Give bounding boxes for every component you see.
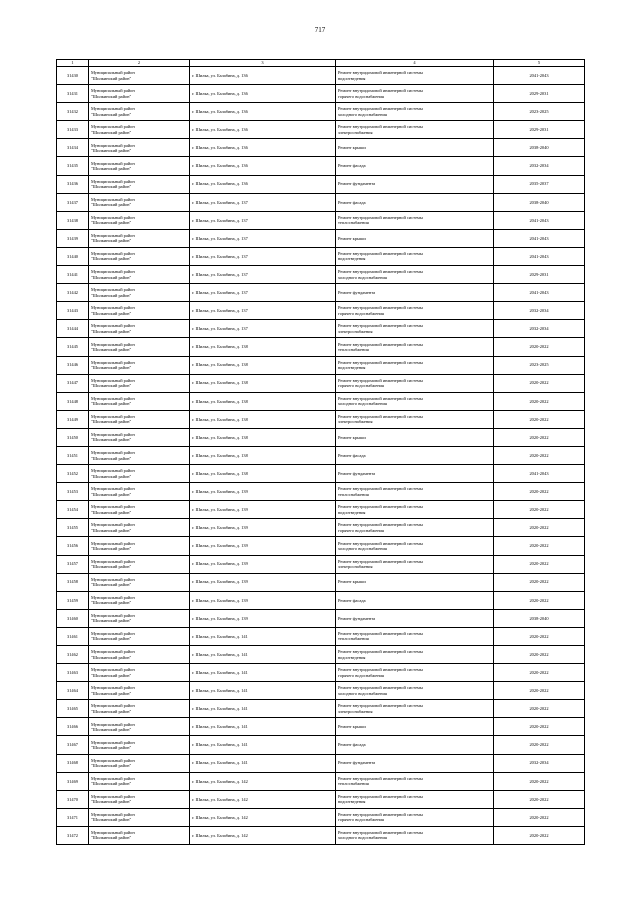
- table-body: [57, 67, 585, 845]
- row-number-cell: 31440: [57, 247, 89, 265]
- row-number-cell: 31442: [57, 284, 89, 302]
- municipality-cell: Муниципальный район "Шилкинский район": [89, 537, 190, 555]
- work-type-cell: Ремонт внутридомовой инженерной системы холодного водоснабжения: [336, 266, 494, 284]
- address-cell: г. Шилка, ул. Балабина, д. 138: [190, 356, 336, 374]
- municipality-cell: Муниципальный район "Шилкинский район": [89, 646, 190, 664]
- table-row: [57, 121, 585, 139]
- table-row: [57, 573, 585, 591]
- period-cell: 2020-2022: [494, 646, 585, 664]
- table-row: [57, 392, 585, 410]
- municipality-cell: Муниципальный район "Шилкинский район": [89, 428, 190, 446]
- work-type-cell: Ремонт внутридомовой инженерной системы электроснабжения: [336, 410, 494, 428]
- address-cell: г. Шилка, ул. Балабина, д. 136: [190, 139, 336, 157]
- address-cell: г. Шилка, ул. Балабина, д. 136: [190, 175, 336, 193]
- period-cell: 2020-2022: [494, 682, 585, 700]
- municipality-cell: Муниципальный район "Шилкинский район": [89, 772, 190, 790]
- column-header: 4: [336, 60, 494, 67]
- table-row: [57, 356, 585, 374]
- address-cell: г. Шилка, ул. Балабина, д. 141: [190, 646, 336, 664]
- address-cell: г. Шилка, ул. Балабина, д. 141: [190, 664, 336, 682]
- row-number-cell: 31469: [57, 772, 89, 790]
- table-row: [57, 501, 585, 519]
- table-row: [57, 175, 585, 193]
- municipality-cell: Муниципальный район "Шилкинский район": [89, 501, 190, 519]
- address-cell: г. Шилка, ул. Балабина, д. 139: [190, 573, 336, 591]
- row-number-cell: 31452: [57, 465, 89, 483]
- row-number-cell: 31454: [57, 501, 89, 519]
- work-type-cell: Ремонт фасада: [336, 591, 494, 609]
- work-type-cell: Ремонт внутридомовой инженерной системы холодного водоснабжения: [336, 537, 494, 555]
- row-number-cell: 31444: [57, 320, 89, 338]
- municipality-cell: Муниципальный район "Шилкинский район": [89, 826, 190, 844]
- row-number-cell: 31453: [57, 483, 89, 501]
- address-cell: г. Шилка, ул. Балабина, д. 138: [190, 465, 336, 483]
- period-cell: 2023-2025: [494, 356, 585, 374]
- table-row: [57, 211, 585, 229]
- municipality-cell: Муниципальный район "Шилкинский район": [89, 682, 190, 700]
- table-row: [57, 67, 585, 85]
- row-number-cell: 31433: [57, 121, 89, 139]
- address-cell: г. Шилка, ул. Балабина, д. 141: [190, 718, 336, 736]
- municipality-cell: Муниципальный район "Шилкинский район": [89, 320, 190, 338]
- municipality-cell: Муниципальный район "Шилкинский район": [89, 247, 190, 265]
- address-cell: г. Шилка, ул. Балабина, д. 138: [190, 338, 336, 356]
- work-type-cell: Ремонт крыши: [336, 428, 494, 446]
- work-type-cell: Ремонт внутридомовой инженерной системы горячего водоснабжения: [336, 808, 494, 826]
- row-number-cell: 31447: [57, 374, 89, 392]
- municipality-cell: Муниципальный район "Шилкинский район": [89, 754, 190, 772]
- row-number-cell: 31458: [57, 573, 89, 591]
- row-number-cell: 31441: [57, 266, 89, 284]
- address-cell: г. Шилка, ул. Балабина, д. 137: [190, 193, 336, 211]
- address-cell: г. Шилка, ул. Балабина, д. 141: [190, 627, 336, 645]
- address-cell: г. Шилка, ул. Балабина, д. 138: [190, 446, 336, 464]
- address-cell: г. Шилка, ул. Балабина, д. 136: [190, 121, 336, 139]
- row-number-cell: 31443: [57, 302, 89, 320]
- work-type-cell: Ремонт внутридомовой инженерной системы горячего водоснабжения: [336, 664, 494, 682]
- table-row: [57, 682, 585, 700]
- work-type-cell: Ремонт внутридомовой инженерной системы электроснабжения: [336, 555, 494, 573]
- period-cell: 2020-2022: [494, 591, 585, 609]
- period-cell: 2032-2034: [494, 157, 585, 175]
- table-row: [57, 266, 585, 284]
- municipality-cell: Муниципальный район "Шилкинский район": [89, 808, 190, 826]
- work-type-cell: Ремонт внутридомовой инженерной системы теплоснабжения: [336, 483, 494, 501]
- table-row: [57, 193, 585, 211]
- row-number-cell: 31437: [57, 193, 89, 211]
- table-row: [57, 229, 585, 247]
- row-number-cell: 31468: [57, 754, 89, 772]
- row-number-cell: 31470: [57, 790, 89, 808]
- row-number-cell: 31462: [57, 646, 89, 664]
- table-row: [57, 664, 585, 682]
- municipality-cell: Муниципальный район "Шилкинский район": [89, 157, 190, 175]
- period-cell: 2020-2022: [494, 573, 585, 591]
- address-cell: г. Шилка, ул. Балабина, д. 142: [190, 790, 336, 808]
- address-cell: г. Шилка, ул. Балабина, д. 136: [190, 103, 336, 121]
- table-row: [57, 537, 585, 555]
- work-type-cell: Ремонт внутридомовой инженерной системы водоотведения: [336, 646, 494, 664]
- address-cell: г. Шилка, ул. Балабина, д. 142: [190, 826, 336, 844]
- address-cell: г. Шилка, ул. Балабина, д. 142: [190, 808, 336, 826]
- table-row: [57, 446, 585, 464]
- municipality-cell: Муниципальный район "Шилкинский район": [89, 139, 190, 157]
- work-type-cell: Ремонт внутридомовой инженерной системы водоотведения: [336, 356, 494, 374]
- address-cell: г. Шилка, ул. Балабина, д. 137: [190, 266, 336, 284]
- table-row: [57, 338, 585, 356]
- table-row: [57, 790, 585, 808]
- repair-schedule-table: [56, 59, 585, 845]
- row-number-cell: 31466: [57, 718, 89, 736]
- row-number-cell: 31448: [57, 392, 89, 410]
- municipality-cell: Муниципальный район "Шилкинский район": [89, 790, 190, 808]
- period-cell: 2020-2022: [494, 501, 585, 519]
- period-cell: 2038-2040: [494, 193, 585, 211]
- work-type-cell: Ремонт крыши: [336, 718, 494, 736]
- table-row: [57, 284, 585, 302]
- table-row: [57, 627, 585, 645]
- address-cell: г. Шилка, ул. Балабина, д. 137: [190, 247, 336, 265]
- municipality-cell: Муниципальный район "Шилкинский район": [89, 519, 190, 537]
- municipality-cell: Муниципальный район "Шилкинский район": [89, 374, 190, 392]
- period-cell: 2020-2022: [494, 700, 585, 718]
- municipality-cell: Муниципальный район "Шилкинский район": [89, 700, 190, 718]
- address-cell: г. Шилка, ул. Балабина, д. 136: [190, 85, 336, 103]
- period-cell: 2020-2022: [494, 483, 585, 501]
- address-cell: г. Шилка, ул. Балабина, д. 137: [190, 211, 336, 229]
- period-cell: 2038-2040: [494, 609, 585, 627]
- row-number-cell: 31464: [57, 682, 89, 700]
- address-cell: г. Шилка, ул. Балабина, д. 141: [190, 754, 336, 772]
- municipality-cell: Муниципальный район "Шилкинский район": [89, 121, 190, 139]
- period-cell: 2041-2043: [494, 247, 585, 265]
- work-type-cell: Ремонт внутридомовой инженерной системы горячего водоснабжения: [336, 302, 494, 320]
- work-type-cell: Ремонт крыши: [336, 139, 494, 157]
- address-cell: г. Шилка, ул. Балабина, д. 139: [190, 519, 336, 537]
- table-row: [57, 700, 585, 718]
- row-number-cell: 31430: [57, 67, 89, 85]
- period-cell: 2041-2043: [494, 284, 585, 302]
- address-cell: г. Шилка, ул. Балабина, д. 139: [190, 537, 336, 555]
- table-row: [57, 826, 585, 844]
- table-row: [57, 103, 585, 121]
- work-type-cell: Ремонт внутридомовой инженерной системы электроснабжения: [336, 320, 494, 338]
- header-row: [57, 60, 585, 67]
- address-cell: г. Шилка, ул. Балабина, д. 138: [190, 392, 336, 410]
- municipality-cell: Муниципальный район "Шилкинский район": [89, 266, 190, 284]
- work-type-cell: Ремонт внутридомовой инженерной системы холодного водоснабжения: [336, 826, 494, 844]
- period-cell: 2029-2031: [494, 266, 585, 284]
- period-cell: 2020-2022: [494, 718, 585, 736]
- work-type-cell: Ремонт внутридомовой инженерной системы горячего водоснабжения: [336, 374, 494, 392]
- period-cell: 2020-2022: [494, 446, 585, 464]
- period-cell: 2032-2034: [494, 302, 585, 320]
- table-row: [57, 754, 585, 772]
- address-cell: г. Шилка, ул. Балабина, д. 138: [190, 410, 336, 428]
- row-number-cell: 31450: [57, 428, 89, 446]
- table-row: [57, 718, 585, 736]
- row-number-cell: 31445: [57, 338, 89, 356]
- address-cell: г. Шилка, ул. Балабина, д. 137: [190, 229, 336, 247]
- table-row: [57, 646, 585, 664]
- work-type-cell: Ремонт фундамента: [336, 175, 494, 193]
- table-row: [57, 374, 585, 392]
- address-cell: г. Шилка, ул. Балабина, д. 139: [190, 501, 336, 519]
- period-cell: 2020-2022: [494, 410, 585, 428]
- period-cell: 2020-2022: [494, 374, 585, 392]
- period-cell: 2020-2022: [494, 555, 585, 573]
- table-row: [57, 247, 585, 265]
- row-number-cell: 31465: [57, 700, 89, 718]
- period-cell: 2032-2034: [494, 754, 585, 772]
- work-type-cell: Ремонт внутридомовой инженерной системы теплоснабжения: [336, 627, 494, 645]
- municipality-cell: Муниципальный район "Шилкинский район": [89, 465, 190, 483]
- period-cell: 2041-2043: [494, 67, 585, 85]
- table-row: [57, 85, 585, 103]
- row-number-cell: 31451: [57, 446, 89, 464]
- period-cell: 2029-2031: [494, 85, 585, 103]
- column-header: 2: [89, 60, 190, 67]
- work-type-cell: Ремонт фасада: [336, 446, 494, 464]
- municipality-cell: Муниципальный район "Шилкинский район": [89, 284, 190, 302]
- municipality-cell: Муниципальный район "Шилкинский район": [89, 211, 190, 229]
- municipality-cell: Муниципальный район "Шилкинский район": [89, 67, 190, 85]
- work-type-cell: Ремонт крыши: [336, 573, 494, 591]
- work-type-cell: Ремонт фундамента: [336, 754, 494, 772]
- table-row: [57, 139, 585, 157]
- row-number-cell: 31459: [57, 591, 89, 609]
- table-row: [57, 320, 585, 338]
- period-cell: 2041-2043: [494, 211, 585, 229]
- work-type-cell: Ремонт фундамента: [336, 609, 494, 627]
- row-number-cell: 31457: [57, 555, 89, 573]
- address-cell: г. Шилка, ул. Балабина, д. 141: [190, 682, 336, 700]
- work-type-cell: Ремонт внутридомовой инженерной системы теплоснабжения: [336, 338, 494, 356]
- period-cell: 2020-2022: [494, 790, 585, 808]
- period-cell: 2035-2037: [494, 175, 585, 193]
- table-row: [57, 428, 585, 446]
- municipality-cell: Муниципальный район "Шилкинский район": [89, 103, 190, 121]
- work-type-cell: Ремонт внутридомовой инженерной системы теплоснабжения: [336, 772, 494, 790]
- address-cell: г. Шилка, ул. Балабина, д. 138: [190, 428, 336, 446]
- work-type-cell: Ремонт внутридомовой инженерной системы теплоснабжения: [336, 211, 494, 229]
- work-type-cell: Ремонт фасада: [336, 736, 494, 754]
- municipality-cell: Муниципальный район "Шилкинский район": [89, 175, 190, 193]
- municipality-cell: Муниципальный район "Шилкинский район": [89, 573, 190, 591]
- period-cell: 2020-2022: [494, 808, 585, 826]
- period-cell: 2020-2022: [494, 519, 585, 537]
- address-cell: г. Шилка, ул. Балабина, д. 139: [190, 609, 336, 627]
- address-cell: г. Шилка, ул. Балабина, д. 138: [190, 374, 336, 392]
- period-cell: 2020-2022: [494, 537, 585, 555]
- row-number-cell: 31472: [57, 826, 89, 844]
- page-number: 717: [314, 26, 326, 34]
- row-number-cell: 31446: [57, 356, 89, 374]
- row-number-cell: 31435: [57, 157, 89, 175]
- row-number-cell: 31467: [57, 736, 89, 754]
- row-number-cell: 31463: [57, 664, 89, 682]
- municipality-cell: Муниципальный район "Шилкинский район": [89, 483, 190, 501]
- municipality-cell: Муниципальный район "Шилкинский район": [89, 664, 190, 682]
- table-row: [57, 772, 585, 790]
- period-cell: 2023-2025: [494, 103, 585, 121]
- period-cell: 2020-2022: [494, 392, 585, 410]
- work-type-cell: Ремонт внутридомовой инженерной системы водоотведения: [336, 501, 494, 519]
- table-row: [57, 465, 585, 483]
- work-type-cell: Ремонт крыши: [336, 229, 494, 247]
- column-header: 1: [57, 60, 89, 67]
- work-type-cell: Ремонт фундамента: [336, 284, 494, 302]
- address-cell: г. Шилка, ул. Балабина, д. 139: [190, 591, 336, 609]
- municipality-cell: Муниципальный район "Шилкинский район": [89, 302, 190, 320]
- address-cell: г. Шилка, ул. Балабина, д. 142: [190, 772, 336, 790]
- work-type-cell: Ремонт внутридомовой инженерной системы холодного водоснабжения: [336, 392, 494, 410]
- row-number-cell: 31456: [57, 537, 89, 555]
- municipality-cell: Муниципальный район "Шилкинский район": [89, 591, 190, 609]
- period-cell: 2029-2031: [494, 121, 585, 139]
- address-cell: г. Шилка, ул. Балабина, д. 136: [190, 67, 336, 85]
- period-cell: 2020-2022: [494, 664, 585, 682]
- period-cell: 2020-2022: [494, 736, 585, 754]
- period-cell: 2020-2022: [494, 772, 585, 790]
- municipality-cell: Муниципальный район "Шилкинский район": [89, 85, 190, 103]
- address-cell: г. Шилка, ул. Балабина, д. 141: [190, 700, 336, 718]
- work-type-cell: Ремонт фасада: [336, 193, 494, 211]
- table-row: [57, 555, 585, 573]
- period-cell: 2020-2022: [494, 826, 585, 844]
- table-row: [57, 483, 585, 501]
- work-type-cell: Ремонт фундамента: [336, 465, 494, 483]
- period-cell: 2020-2022: [494, 627, 585, 645]
- table-row: [57, 519, 585, 537]
- table-row: [57, 808, 585, 826]
- table-row: [57, 410, 585, 428]
- work-type-cell: Ремонт внутридомовой инженерной системы водоотведения: [336, 790, 494, 808]
- table-row: [57, 609, 585, 627]
- work-type-cell: Ремонт внутридомовой инженерной системы электроснабжения: [336, 121, 494, 139]
- column-header: 5: [494, 60, 585, 67]
- period-cell: 2038-2040: [494, 139, 585, 157]
- row-number-cell: 31438: [57, 211, 89, 229]
- period-cell: 2020-2022: [494, 428, 585, 446]
- work-type-cell: Ремонт внутридомовой инженерной системы холодного водоснабжения: [336, 682, 494, 700]
- municipality-cell: Муниципальный район "Шилкинский район": [89, 627, 190, 645]
- row-number-cell: 31439: [57, 229, 89, 247]
- table-row: [57, 302, 585, 320]
- address-cell: г. Шилка, ул. Балабина, д. 137: [190, 302, 336, 320]
- row-number-cell: 31460: [57, 609, 89, 627]
- row-number-cell: 31455: [57, 519, 89, 537]
- address-cell: г. Шилка, ул. Балабина, д. 139: [190, 483, 336, 501]
- period-cell: 2020-2022: [494, 338, 585, 356]
- municipality-cell: Муниципальный район "Шилкинский район": [89, 356, 190, 374]
- row-number-cell: 31434: [57, 139, 89, 157]
- work-type-cell: Ремонт внутридомовой инженерной системы водоотведения: [336, 247, 494, 265]
- municipality-cell: Муниципальный район "Шилкинский район": [89, 718, 190, 736]
- work-type-cell: Ремонт внутридомовой инженерной системы горячего водоснабжения: [336, 85, 494, 103]
- municipality-cell: Муниципальный район "Шилкинский район": [89, 338, 190, 356]
- work-type-cell: Ремонт внутридомовой инженерной системы водоотведения: [336, 67, 494, 85]
- period-cell: 2041-2043: [494, 465, 585, 483]
- work-type-cell: Ремонт внутридомовой инженерной системы холодного водоснабжения: [336, 103, 494, 121]
- period-cell: 2032-2034: [494, 320, 585, 338]
- work-type-cell: Ремонт фасада: [336, 157, 494, 175]
- municipality-cell: Муниципальный район "Шилкинский район": [89, 555, 190, 573]
- municipality-cell: Муниципальный район "Шилкинский район": [89, 736, 190, 754]
- address-cell: г. Шилка, ул. Балабина, д. 141: [190, 736, 336, 754]
- period-cell: 2041-2043: [494, 229, 585, 247]
- row-number-cell: 31432: [57, 103, 89, 121]
- work-type-cell: Ремонт внутридомовой инженерной системы электроснабжения: [336, 700, 494, 718]
- row-number-cell: 31436: [57, 175, 89, 193]
- address-cell: г. Шилка, ул. Балабина, д. 139: [190, 555, 336, 573]
- table-row: [57, 736, 585, 754]
- municipality-cell: Муниципальный район "Шилкинский район": [89, 229, 190, 247]
- row-number-cell: 31461: [57, 627, 89, 645]
- table-row: [57, 157, 585, 175]
- address-cell: г. Шилка, ул. Балабина, д. 137: [190, 284, 336, 302]
- municipality-cell: Муниципальный район "Шилкинский район": [89, 392, 190, 410]
- municipality-cell: Муниципальный район "Шилкинский район": [89, 410, 190, 428]
- row-number-cell: 31471: [57, 808, 89, 826]
- address-cell: г. Шилка, ул. Балабина, д. 137: [190, 320, 336, 338]
- municipality-cell: Муниципальный район "Шилкинский район": [89, 193, 190, 211]
- row-number-cell: 31449: [57, 410, 89, 428]
- municipality-cell: Муниципальный район "Шилкинский район": [89, 609, 190, 627]
- address-cell: г. Шилка, ул. Балабина, д. 136: [190, 157, 336, 175]
- municipality-cell: Муниципальный район "Шилкинский район": [89, 446, 190, 464]
- row-number-cell: 31431: [57, 85, 89, 103]
- table-row: [57, 591, 585, 609]
- column-header: 3: [190, 60, 336, 67]
- work-type-cell: Ремонт внутридомовой инженерной системы горячего водоснабжения: [336, 519, 494, 537]
